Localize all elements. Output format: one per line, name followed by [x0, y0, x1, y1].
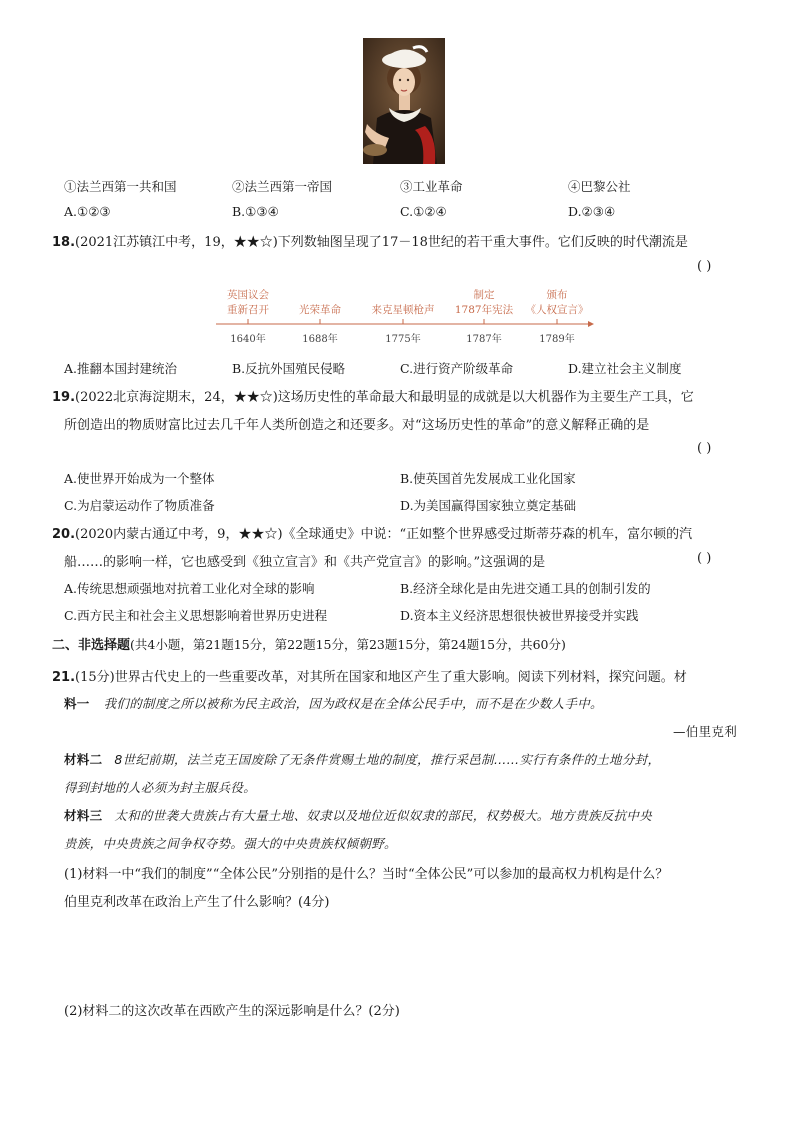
- q19-text-1: (2022北京海淀期末，24，★★☆)这场历史性的革命最大和最明显的成就是以大机器作为主要生产工具，它: [75, 390, 694, 405]
- q20-choice-c: C.西方民主和社会主义思想影响着世界历史进程: [64, 608, 328, 623]
- q21-number: 21.: [52, 670, 76, 685]
- q19-choice-a: A.使世界开始成为一个整体: [64, 471, 215, 486]
- material-2-label: 材料二: [64, 752, 103, 767]
- portrait-painting: [363, 38, 445, 164]
- q17-choice-b: B.①③④: [232, 204, 279, 219]
- section-2-header: [52, 634, 566, 653]
- timeline-event-4-line1: 制定: [473, 289, 495, 301]
- timeline-event-1-line2: 重新召开: [227, 304, 269, 316]
- timeline-event-3: 来克星顿枪声: [371, 304, 435, 316]
- q18-answer-paren: ( ): [697, 259, 712, 274]
- timeline-event-4-line2: 1787年宪法: [454, 304, 514, 316]
- timeline-event-2: 光荣革命: [299, 304, 341, 316]
- q18-choice-d: D.建立社会主义制度: [568, 361, 682, 376]
- material-3-label: 材料三: [64, 808, 103, 823]
- q19-number: 19.: [52, 390, 76, 405]
- q20-text-1: (2020内蒙古通辽中考，9，★★☆)《全球通史》中说：“正如整个世界感受过斯蒂芬森的机车，富尔顿的汽: [75, 527, 693, 542]
- q20-choice-a: A.传统思想顽强地对抗着工业化对全球的影响: [64, 581, 315, 596]
- q21-sub1-line2: 伯里克利改革在政治上产生了什么影响？(4分): [64, 895, 330, 910]
- q20-stem-line2: 船……的影响一样，它也感受到《独立宣言》和《共产党宣言》的影响。”这强调的是: [64, 555, 546, 570]
- material-2-text-1: 8世纪前期，法兰克王国废除了无条件赏赐土地的制度，推行采邑制……实行有条件的土地分封，: [114, 752, 661, 767]
- q19-choice-d: D.为美国赢得国家独立奠定基础: [400, 498, 577, 513]
- q21-material-3-line1: [64, 806, 652, 824]
- section-2-detail: (共4小题，第21题15分，第22题15分，第23题15分，第24题15分，共60分): [130, 637, 566, 652]
- timeline-year-3: 1775年: [385, 334, 421, 345]
- q18-timeline: [216, 286, 596, 345]
- q19-stem-line1: [52, 386, 694, 405]
- timeline-year-5: 1789年: [539, 334, 575, 345]
- q19-stem-line2: 所创造出的物质财富比过去几千年人类所创造之和还要多。对“这场历史性的革命”的意义解释正确的是: [64, 418, 650, 433]
- q21-sub2: (2)材料二的这次改革在西欧产生的深远影响是什么？(2分): [64, 1004, 400, 1019]
- material-1-source: —伯里克利: [673, 724, 738, 739]
- q18-text: (2021江苏镇江中考，19，★★☆)下列数轴图呈现了17－18世纪的若干重大事件。它们反映的时代潮流是: [75, 235, 688, 250]
- timeline-year-4: 1787年: [466, 334, 502, 345]
- q21-intro: [52, 666, 687, 685]
- q20-answer-paren: ( ): [697, 551, 712, 566]
- q17-choice-d: D.②③④: [568, 204, 616, 219]
- material-2-text-2: 得到封地的人必须为封主服兵役。: [64, 780, 257, 795]
- section-2-title: 二、非选择题: [52, 638, 131, 653]
- q18-choice-c: C.进行资产阶级革命: [400, 361, 514, 376]
- timeline-event-5-line1: 颁布: [546, 289, 568, 301]
- material-1-text: 我们的制度之所以被称为民主政治，因为政权是在全体公民手中，而不是在少数人手中。: [103, 696, 603, 711]
- q17-item-4: ④巴黎公社: [568, 179, 631, 194]
- q17-item-1: ①法兰西第一共和国: [64, 179, 177, 194]
- timeline-year-1: 1640年: [230, 334, 266, 345]
- q17-choice-c: C.①②④: [400, 204, 447, 219]
- q18-choice-b: B.反抗外国殖民侵略: [232, 361, 346, 376]
- q20-stem-line1: [52, 523, 692, 542]
- q17-item-3: ③工业革命: [400, 179, 463, 194]
- portrait-image: [363, 38, 445, 164]
- q20-choice-d: D.资本主义经济思想很快被世界接受并实践: [400, 608, 639, 623]
- q17-choice-a: A.①②③: [64, 204, 111, 219]
- q21-sub1-line1: (1)材料一中“我们的制度”“全体公民”分别指的是什么？当时“全体公民”可以参加的最高权力机构是什么？: [64, 867, 669, 882]
- q21-material-2-line1: [64, 750, 660, 768]
- q19-choice-b: B.使英国首先发展成工业化国家: [400, 471, 576, 486]
- timeline-year-2: 1688年: [302, 334, 338, 345]
- q20-number: 20.: [52, 527, 76, 542]
- q17-item-2: ②法兰西第一帝国: [232, 179, 333, 194]
- material-1-label: 料一: [64, 696, 90, 711]
- q18-stem: [52, 231, 688, 250]
- q19-answer-paren: ( ): [697, 441, 712, 456]
- q18-choice-a: A.推翻本国封建统治: [64, 361, 178, 376]
- material-3-text-1: 太和的世袭大贵族占有大量土地、奴隶以及地位近似奴隶的部民，权势极大。地方贵族反抗中央: [114, 808, 653, 823]
- q21-intro-text: (15分)世界古代史上的一些重要改革，对其所在国家和地区产生了重大影响。阅读下列材料，探究问题。材: [75, 670, 687, 685]
- timeline-event-1-line1: 英国议会: [227, 289, 269, 301]
- q19-choice-c: C.为启蒙运动作了物质准备: [64, 498, 215, 513]
- timeline-event-5-line2: 《人权宣言》: [525, 304, 589, 316]
- q20-choice-b: B.经济全球化是由先进交通工具的创制引发的: [400, 581, 651, 596]
- q18-number: 18.: [52, 235, 76, 250]
- q21-material-1: [64, 694, 603, 712]
- material-3-text-2: 贵族，中央贵族之间争权夺势。强大的中央贵族权倾朝野。: [64, 836, 397, 851]
